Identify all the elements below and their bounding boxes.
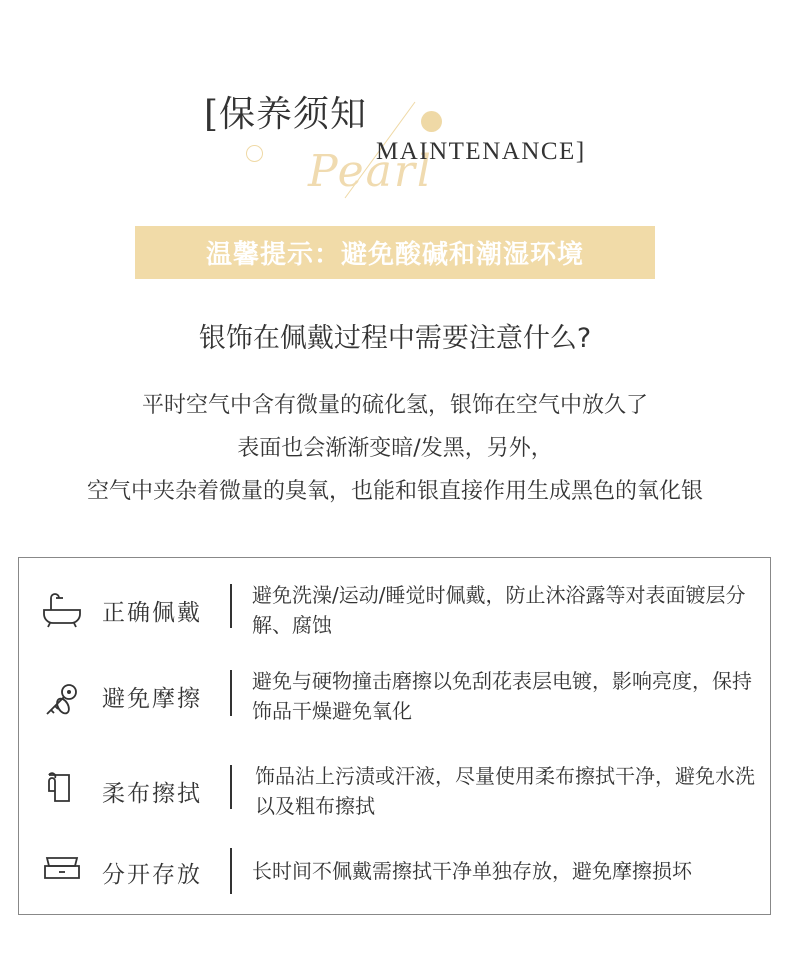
care-tip-description: 长时间不佩戴需擦拭干净单独存放，避免摩擦损坏 xyxy=(252,859,692,883)
tip-banner xyxy=(135,226,655,279)
tip-banner-text: 温馨提示：避免酸碱和潮湿环境 xyxy=(205,240,584,270)
care-tip-row xyxy=(19,666,770,726)
decorative-outline-dot xyxy=(246,145,263,162)
decorative-filled-dot xyxy=(421,111,442,132)
row-divider xyxy=(230,848,232,894)
care-tip-description: 饰品沾上污渍或汗液，尽量使用柔布擦拭干净，避免水洗以及粗布擦拭 xyxy=(255,764,755,818)
keys-icon xyxy=(41,680,83,720)
care-tip-description: 避免洗澡/运动/睡觉时佩戴，防止沐浴露等对表面镀层分解、腐蚀 xyxy=(252,583,746,637)
bathtub-icon xyxy=(41,590,83,630)
section-question: 银饰在佩戴过程中需要注意什么? xyxy=(198,323,592,354)
care-tip-row xyxy=(19,580,770,640)
storage-box-icon xyxy=(41,850,83,890)
care-tip-label: 分开存放 xyxy=(102,862,202,888)
page-title: [保养须知 xyxy=(204,94,368,135)
explanation-paragraph xyxy=(0,384,790,513)
paragraph-line: 空气中夹杂着微量的臭氧，也能和银直接作用生成黑色的氧化银 xyxy=(86,479,703,504)
cloth-icon xyxy=(41,769,83,809)
care-tip-description: 避免与硬物撞击磨擦以免刮花表层电镀，影响亮度，保持饰品干燥避免氧化 xyxy=(252,669,752,723)
header xyxy=(0,0,790,220)
care-tips-panel xyxy=(18,557,771,915)
care-tip-row xyxy=(19,848,770,898)
row-divider xyxy=(230,584,232,628)
row-divider xyxy=(230,670,232,716)
care-tip-label: 柔布擦拭 xyxy=(102,781,202,807)
care-tip-label: 正确佩戴 xyxy=(102,600,202,626)
care-tip-label: 避免摩擦 xyxy=(102,686,202,712)
paragraph-line: 平时空气中含有微量的硫化氢，银饰在空气中放久了 xyxy=(141,393,648,418)
paragraph-line: 表面也会渐渐变暗/发黑，另外， xyxy=(237,436,553,461)
row-divider xyxy=(230,765,232,809)
page-subtitle: MAINTENANCE] xyxy=(376,138,586,165)
decorative-script-word: Pearl xyxy=(308,146,434,197)
care-tip-row xyxy=(19,761,770,821)
